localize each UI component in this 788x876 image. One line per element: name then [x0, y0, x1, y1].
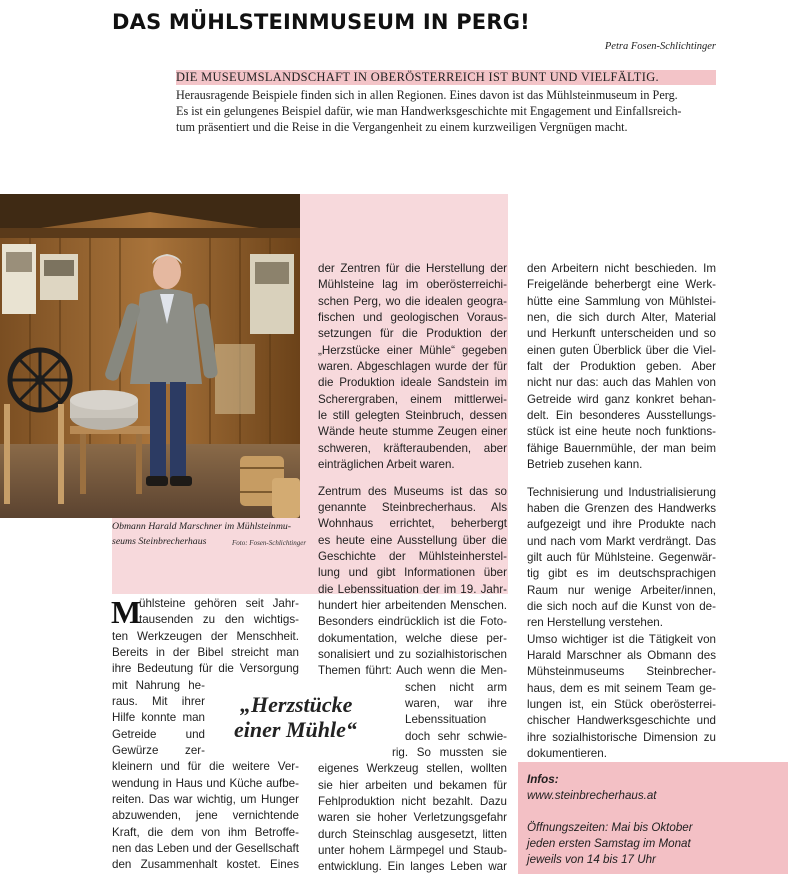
pull-quote [234, 692, 357, 742]
body-line: waren, war ihre [405, 697, 507, 711]
body-line: fähige Bauernmühle, der man beim [527, 441, 716, 455]
body-line: mit Nahrung he- [112, 678, 205, 692]
body-line: aufgezeigt und ihre Produkte nach [527, 518, 716, 532]
body-line: Bereits in der Bibel streicht man [112, 646, 299, 660]
body-line: lungen ist, ein Stück oberösterrei- [527, 697, 716, 711]
opening-hours: Öffnungszeiten: Mai bis Oktober [527, 821, 693, 834]
photo-credit: Foto: Fosen-Schlichtinger [232, 539, 307, 547]
lead-line: Es ist ein gelungenes Beispiel dafür, wie man Handwerksgeschichte mit Engagement und Einfallsreich- [176, 104, 682, 118]
body-line: delt. Ein besonderes Ausstellungs- [527, 409, 716, 423]
body-line: eigenes Werkzeug stellen, wollten [318, 762, 507, 776]
body-line: waren. Abgeschlagen wurde der für [318, 360, 507, 374]
body-line: entwicklung. Ein langes Leben war [318, 860, 507, 874]
body-line: dokumentation, welche diese per- [318, 631, 507, 645]
body-line: es heute eine Ausstellung über die [318, 533, 507, 547]
body-line: den Zusammenhalt kostet. Eines [112, 858, 299, 872]
body-line: nen, die sich durch Alter, Material [527, 311, 716, 325]
body-line: einträglichen Arbeit waren. [318, 458, 455, 472]
body-line: Besonders eindrücklich ist die Foto- [318, 615, 507, 629]
body-line: Umso wichtiger ist die Tätigkeit von [527, 632, 716, 646]
body-line: die Produktion ideale Sandstein im [318, 376, 507, 390]
body-line: „Herzstücke einer Mühle“ gegeben [318, 343, 507, 357]
body-line: Kraft, die dem von ihm Betroffe- [112, 825, 299, 839]
body-line: haus, dem es mit seinem Team ge- [527, 681, 716, 695]
body-line: Harald Marschner als Obmann des [527, 648, 716, 662]
body-line: abzuwenden, jene vernichtende [112, 809, 299, 823]
website-link[interactable]: www.steinbrecherhaus.at [527, 789, 657, 802]
info-heading: Infos: [527, 773, 559, 786]
body-line: der Zentren für die Herstellung der [318, 262, 507, 275]
body-line: Mühsteinmuseums Steinbrecher- [527, 665, 716, 679]
body-line: schen Perg, wo die idealen geogra- [318, 294, 507, 308]
body-line: sonalisiert und zu sozialhistorischen [318, 647, 507, 661]
body-line: einen guten Überblick über die Viel- [527, 343, 716, 357]
photo-caption: Obmann Harald Marschner im Mühlsteinmu- [112, 521, 292, 532]
body-line: Getreide und [112, 727, 205, 741]
body-line: reiten. Das war wichtig, um Hunger [112, 793, 299, 807]
body-line: tig gibt es im deutschsprachigen [527, 567, 716, 581]
article-title: DAS MÜHLSTEINMUSEUM IN PERG! [112, 10, 530, 34]
body-line: Themen führt: Auch wenn die Men- [318, 664, 507, 678]
photo-caption: seums Steinbrecherhaus [112, 536, 207, 547]
body-line: hundert hier arbeitenden Menschen. [318, 598, 507, 612]
body-line: fischen und geologischen Voraus- [318, 311, 507, 325]
pull-quote-line: einer Mühle“ [234, 717, 357, 742]
body-line: Betrieb zusehen kann. [527, 458, 643, 472]
body-line: Getreide wird ganz konkret behan- [527, 392, 716, 406]
body-line: dokumentieren. [527, 747, 607, 760]
body-line: schen nicht arm [405, 680, 507, 694]
opening-hours: jeweils von 14 bis 17 Uhr [527, 853, 656, 866]
body-line: ten Werkzeugen der Menschheit. [112, 629, 299, 643]
body-line: ühlsteine gehören seit Jahr- [139, 597, 299, 610]
body-line: Raum nur wenige Arbeiter/innen, [527, 583, 716, 597]
body-line: Geschichte der Mühlsteinherstel- [318, 549, 507, 563]
body-line: hütte eine Sammlung von Mühlstei- [527, 294, 716, 308]
body-line: den Arbeitern nicht beschieden. Im [527, 262, 716, 275]
body-line: ihre Bedeutung für die Versorgung [112, 662, 299, 676]
body-line: raus. Mit ihrer [112, 695, 205, 709]
body-line: nicht nur das: auch das Mahlen von [527, 376, 716, 390]
body-line: kleinern und für die weitere Ver- [112, 760, 299, 774]
body-line: schweren, kräfteraubenden, aber [318, 441, 507, 455]
body-line: ren Herstellung verstehen. [527, 616, 663, 630]
museum-photo [0, 194, 300, 518]
lead-line: tum präsentiert und die Reise in die Vergangenheit zu einem kurzweiligen Vergnügen macht. [176, 120, 628, 134]
body-line: Freigelände beherbergt eine Werk- [527, 278, 716, 292]
body-line: nen das Leben und der Gesellschaft [112, 842, 299, 856]
body-line: tausenden zu den wichtigs- [139, 613, 299, 627]
body-line: unter hohem Lärmpegel und Staub- [318, 844, 507, 858]
pull-quote-line: „Herzstücke [240, 692, 353, 717]
body-line: Lebenssituation [405, 713, 487, 727]
body-line: durch Steinschlag ausgesetzt, litten [318, 827, 507, 841]
opening-hours: jeden ersten Samstag im Monat [527, 837, 691, 850]
body-line: Technisierung und Industrialisierung [527, 485, 716, 499]
body-line: wendung in Haus und Küche aufbe- [112, 776, 299, 790]
body-line: Gewürze zer- [112, 744, 205, 758]
body-line: Zentrum des Museums ist das so [318, 484, 507, 498]
body-line: Wohnhaus errichtet, beherbergt [318, 517, 507, 531]
drop-cap: M [111, 594, 142, 630]
body-line: Scherergraben, einem mittlerwei- [318, 392, 507, 406]
body-line: chischer Handwerksgeschichte und [527, 714, 716, 728]
body-line: Mühlsteine lag im oberösterreichi- [318, 278, 507, 292]
body-line: waren sie hoher Verletzungsgefahr [318, 811, 507, 825]
body-line: lung und gibt Informationen über [318, 566, 507, 580]
body-line: doch sehr schwie- [405, 729, 507, 743]
body-line: le still gelegten Steinbruch, dessen [318, 409, 507, 423]
body-line: die sich noch auf die Kunst von de- [527, 599, 716, 613]
body-line: setzungen für die Produktion der [318, 327, 507, 341]
body-line: Wände heute stumme Zeugen einer [318, 425, 507, 439]
lead-heading: DIE MUSEUMSLANDSCHAFT IN OBERÖSTERREICH IST BUNT UND VIELFÄLTIG. [176, 70, 716, 85]
body-line: und nach vom Markt verdrängt. Das [527, 534, 716, 548]
lead-line: Herausragende Beispiele finden sich in allen Regionen. Eines davon ist das Mühlsteinmuseum in Perg. [176, 88, 678, 102]
body-line: Fehlproduktion nicht bezahlt. Dazu [318, 795, 507, 809]
body-line: die Lebenssituation der im 19. Jahr- [318, 582, 507, 596]
body-line: genannte Steinbrecherhaus. Als [318, 500, 507, 514]
body-line: gilt auch für Mühlsteine. Gegenwär- [527, 550, 716, 564]
body-line: Hilfe konnte man [112, 711, 205, 725]
body-line: falt der Produktion geben. Aber [527, 360, 716, 374]
author-name: Petra Fosen-Schlichtinger [604, 41, 716, 52]
body-line: und Herkunft unterscheiden und so [527, 327, 716, 341]
body-line: stück ist eine heute noch funktions- [527, 425, 716, 439]
body-line: sie hier arbeiten und bekamen für [318, 778, 507, 792]
body-line: haben die Grenzen des Handwerks [527, 501, 716, 515]
body-line: ihre sozialhistorische Dimension zu [527, 730, 716, 744]
body-line: rig. So mussten sie [392, 746, 507, 759]
